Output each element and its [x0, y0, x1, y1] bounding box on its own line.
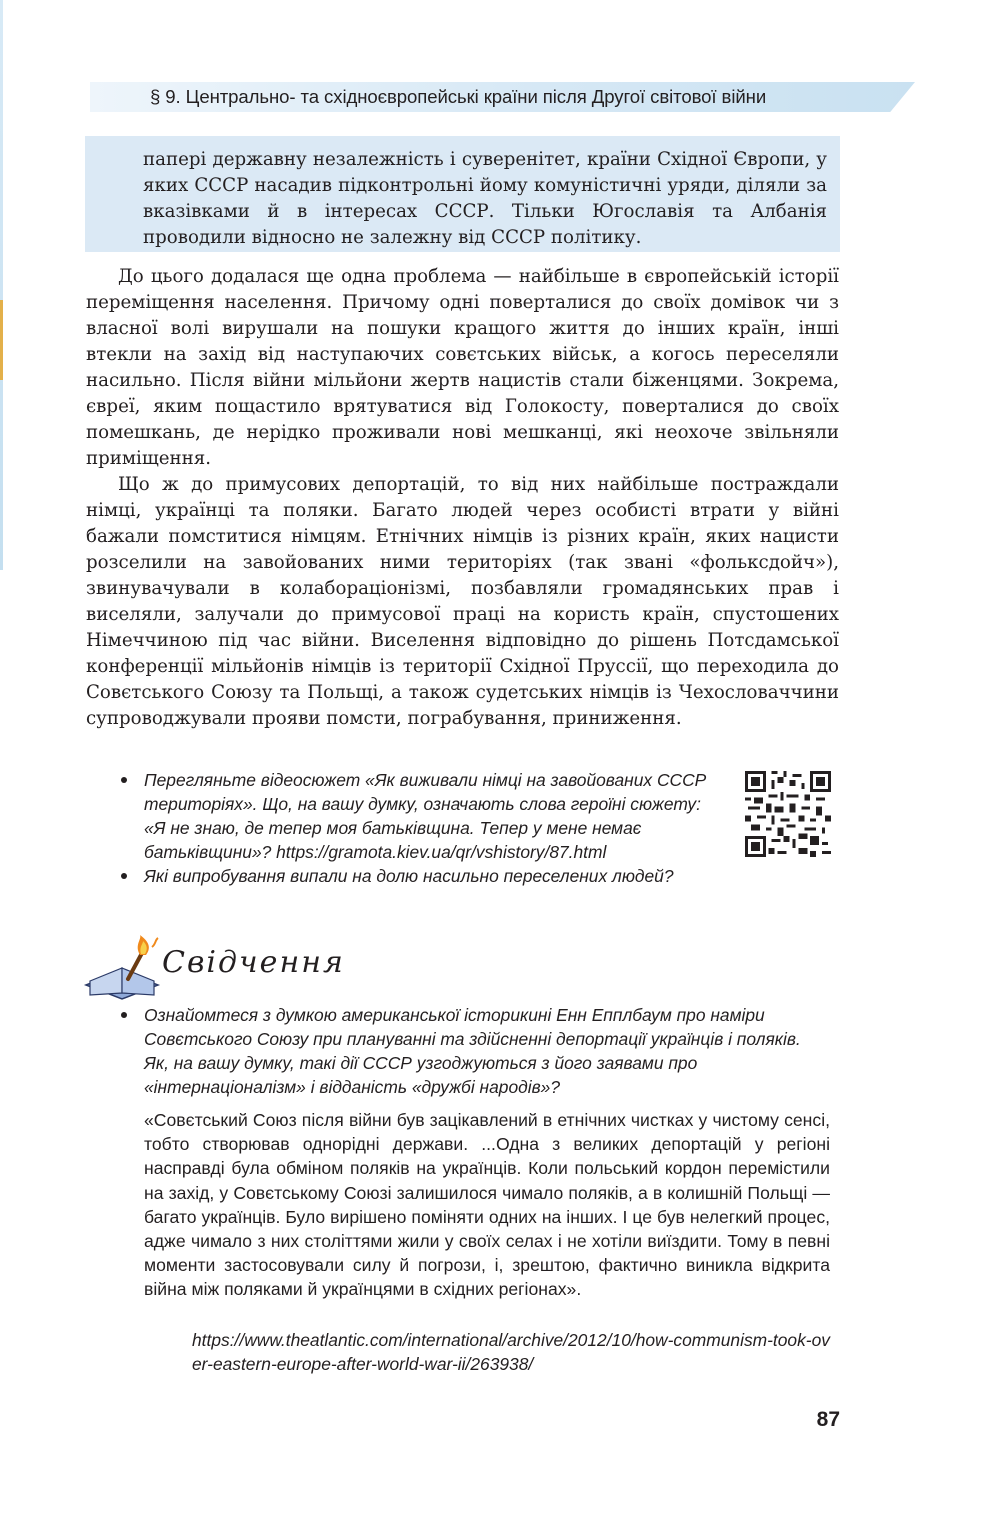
task-item: Перегляньте відеосюжет «Як виживали німці на завойованих СССР територіях». Що, на вашу думку, означають слова героїні сюжету: «Я не знаю, де тепер моя батьківщина. Тепер у мене немає батьківщини»? https://gramota.kiev.ua/qr/vshistory/87.html — [118, 768, 709, 864]
paragraph: Що ж до примусових депортацій, то від них найбільше постраждали німці, українці та поляки. Багато людей через особисті втрати у війні бажали помститися німцям. Етнічних німців із різних країн, яких нацисти розселили на завойованих ними територіях (так звані «фольксдойч»), звинувачували в колабораціонізмі, позбавляли громадянських прав і виселяли, залучали до примусової праці на користь країн, спустошених Німеччиною під час війни. Виселення відповідно до рішень Потсдамської конференції мільйонів німців із території Східної Пруссії, що переходила до Совєтського Союзу та Польщі, а також судетських німців із Чехословаччини супроводжували прояви помсти, пограбування, приниження. — [86, 474, 839, 729]
page-number: 87 — [816, 1408, 840, 1431]
task-item: Ознайомтеся з думкою американської історикині Енн Епплбаум про наміри Совєтського Союзу при плануванні та здійсненні депортації українців і поляків. Як, на вашу думку, такі дії СССР узгоджуються з його заявами про «інтернаціоналізм» і відданість «дружбі народів»? — [118, 1003, 830, 1099]
left-edge-marker — [0, 300, 3, 380]
citation-text: «Совєтський Союз після війни був зацікавлений в етнічних чистках у чистому сенсі, тобто створював однорідні держави. ...Одна з великих депортацій у регіоні насправді була обміном поляків на українців. Коли польський кордон перемістили на захід, у Совєтському Союзі залишилося чимало поляків, а в колишній Польщі — багато українців. Було вирішено поміняти одних на інших. І це був нелегкий процес, адже чимало з них століттями жили у своїх селах і не хотіли виїздити. Тому в певні моменти застосовували силу й погрози, і, зрештою, фактично виникла відкрита війна між поляками й українцями в східних регіонах». — [144, 1110, 830, 1300]
paragraph: До цього додалася ще одна проблема — найбільше в європейській історії переміщення населення. Причому одні поверталися до своїх домівок чи з власної волі вирушали на пошуки кращого життя до інших країн, інші втекли на захід від наступаючих совєтських військ, а когось переселяли насильно. Після війни мільйони жертв нацистів стали біженцями. Зокрема, євреї, яким пощастило врятуватися від Голокосту, поверталися до своїх помешкань, де нерідко проживали нові мешканці, які неохоче звільняли приміщення. — [86, 266, 839, 469]
evidence-heading: Свідчення — [162, 945, 345, 980]
qr-code-icon[interactable] — [745, 771, 831, 857]
main-text — [86, 264, 839, 732]
section-title: § 9. Центрально- та східноєвропейські країни після Другої світової війни — [150, 86, 767, 107]
torch-book-icon — [82, 935, 162, 1001]
left-edge-bar — [0, 0, 3, 570]
task-list — [118, 768, 838, 888]
evidence-task-list — [118, 1003, 830, 1099]
highlight-box — [85, 136, 840, 252]
highlight-text: папері державну незалежність і суверенітет, країни Східної Європи, у яких СССР насадив підконтрольні йому комуністичні уряди, діляли за вказівками й в інтересах СССР. Тільки Югославія та Албанія проводили відносно не залежну від СССР політику. — [143, 149, 827, 248]
task-item: Які випробування випали на долю насильно переселених людей? — [118, 864, 838, 888]
source-link[interactable]: https://www.theatlantic.com/international/archive/2012/10/how-communism-took-over-eastern-europe-after-world-war-ii/263938/ — [192, 1330, 830, 1374]
